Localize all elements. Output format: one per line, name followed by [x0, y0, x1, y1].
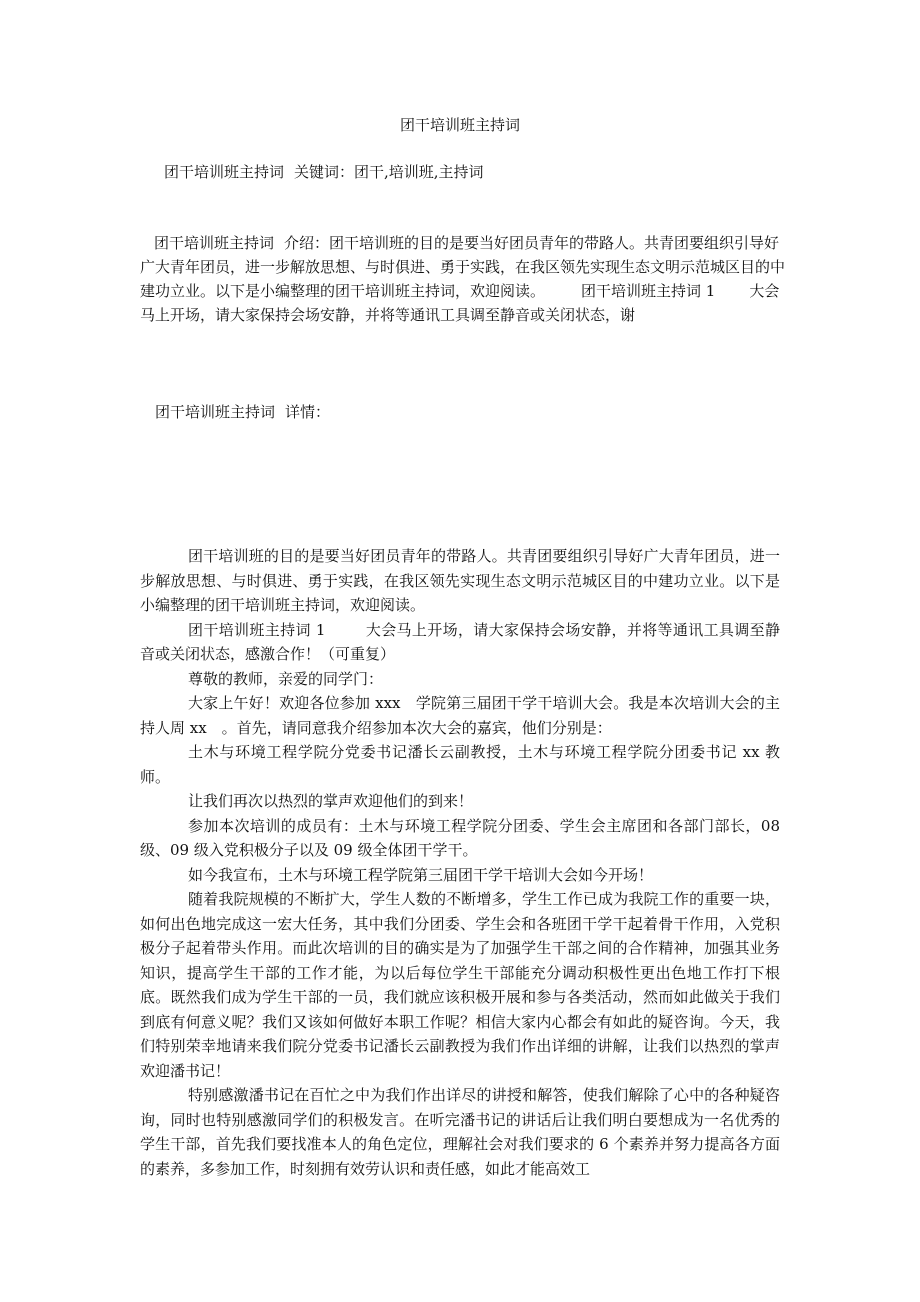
host-heading: 团干培训班主持词 1	[188, 620, 326, 639]
body-paragraph: 尊敬的教师，亲爱的同学门：	[188, 669, 384, 688]
document-body	[140, 544, 780, 1181]
keywords-text: 关键词：团干,培训班,主持词	[294, 163, 484, 181]
body-paragraph: 让我们再次以热烈的掌声欢迎他们的到来！	[188, 792, 474, 810]
document-title: 团干培训班主持词	[399, 116, 520, 134]
body-paragraph: 大家上午好！欢迎各位参加 xxx 学院第三届团干学干培训大会。我是本次培训大会的主持人周 xx 。首先，请同意我介绍参加本次大会的嘉宾，他们分别是：	[140, 694, 780, 737]
detail-label: 详情：	[285, 403, 331, 421]
body-paragraph	[140, 618, 780, 667]
body-paragraph: 土木与环境工程学院分党委书记潘长云副教授，土木与环境工程学院分团委书记 xx 教师。	[140, 743, 780, 786]
host-opening-text: 大会马上开场，请大家保持会场安静，并将等通讯工具调至静音或关闭状态，感激合作！（可重复）	[140, 620, 780, 663]
body-paragraph: 参加本次培训的成员有：土木与环境工程学院分团委、学生会主席团和各部门部长，08 级、09 级入党积极分子以及 09 级全体团干学干。	[140, 816, 780, 859]
intro-host-text: 大会马上开场，请大家保持会场安静，并将等通讯工具调至静音或关闭状态，谢	[140, 282, 780, 324]
intro-doc-name: 团干培训班主持词	[154, 234, 275, 252]
detail-line	[155, 401, 330, 423]
intro-block	[140, 231, 790, 327]
meta-doc-name: 团干培训班主持词	[164, 163, 285, 181]
body-paragraph: 特别感激潘书记在百忙之中为我们作出详尽的讲授和解答，使我们解除了心中的各种疑咨询，同时也特别感激同学们的积极发言。在听完潘书记的讲话后让我们明白要想成为一名优秀的学生干部，首先我们要找准本人的角色定位，理解社会对我们要求的 6 个素养并努力提高各方面的素养，多参加工作，时刻拥有效劳认识和责任感，如此才能高效工	[140, 1086, 780, 1178]
body-paragraph: 如今我宣布，土木与环境工程学院第三届团干学干培训大会如今开场！	[188, 865, 654, 884]
intro-host-heading: 团干培训班主持词 1	[581, 282, 716, 300]
intro-text: 介绍：团干培训班的目的是要当好团员青年的带路人。共青团要组织引导好广大青年团员，进一步解放思想、与时俱进、勇于实践，在我区领先实现生态文明示范城区目的中建功立业。以下是小编整理的团干培训班主持词，欢迎阅读。	[140, 234, 786, 300]
body-paragraph: 随着我院规模的不断扩大，学生人数的不断增多，学生工作已成为我院工作的重要一块，如何出色地完成这一宏大任务，其中我们分团委、学生会和各班团干学干起着骨干作用，入党积极分子起着带头作用。而此次培训的目的确实是为了加强学生干部之间的合作精神，加强其业务知识，提高学生干部的工作才能，为以后每位学生干部能充分调动积极性更出色地工作打下根底。既然我们成为学生干部的一员，我们就应该积极开展和参与各类活动，然而如此做关于我们到底有何意义呢？我们又该如何做好本职工作呢？相信大家内心都会有如此的疑咨询。今天，我们特别荣幸地请来我们院分党委书记潘长云副教授为我们作出详细的讲解，让我们以热烈的掌声欢迎潘书记！	[140, 890, 780, 1080]
keywords-line	[164, 161, 484, 183]
body-paragraph: 团干培训班的目的是要当好团员青年的带路人。共青团要组织引导好广大青年团员，进一步解放思想、与时俱进、勇于实践，在我区领先实现生态文明示范城区目的中建功立业。以下是小编整理的团干培训班主持词，欢迎阅读。	[140, 547, 780, 614]
detail-doc-name: 团干培训班主持词	[155, 403, 276, 421]
